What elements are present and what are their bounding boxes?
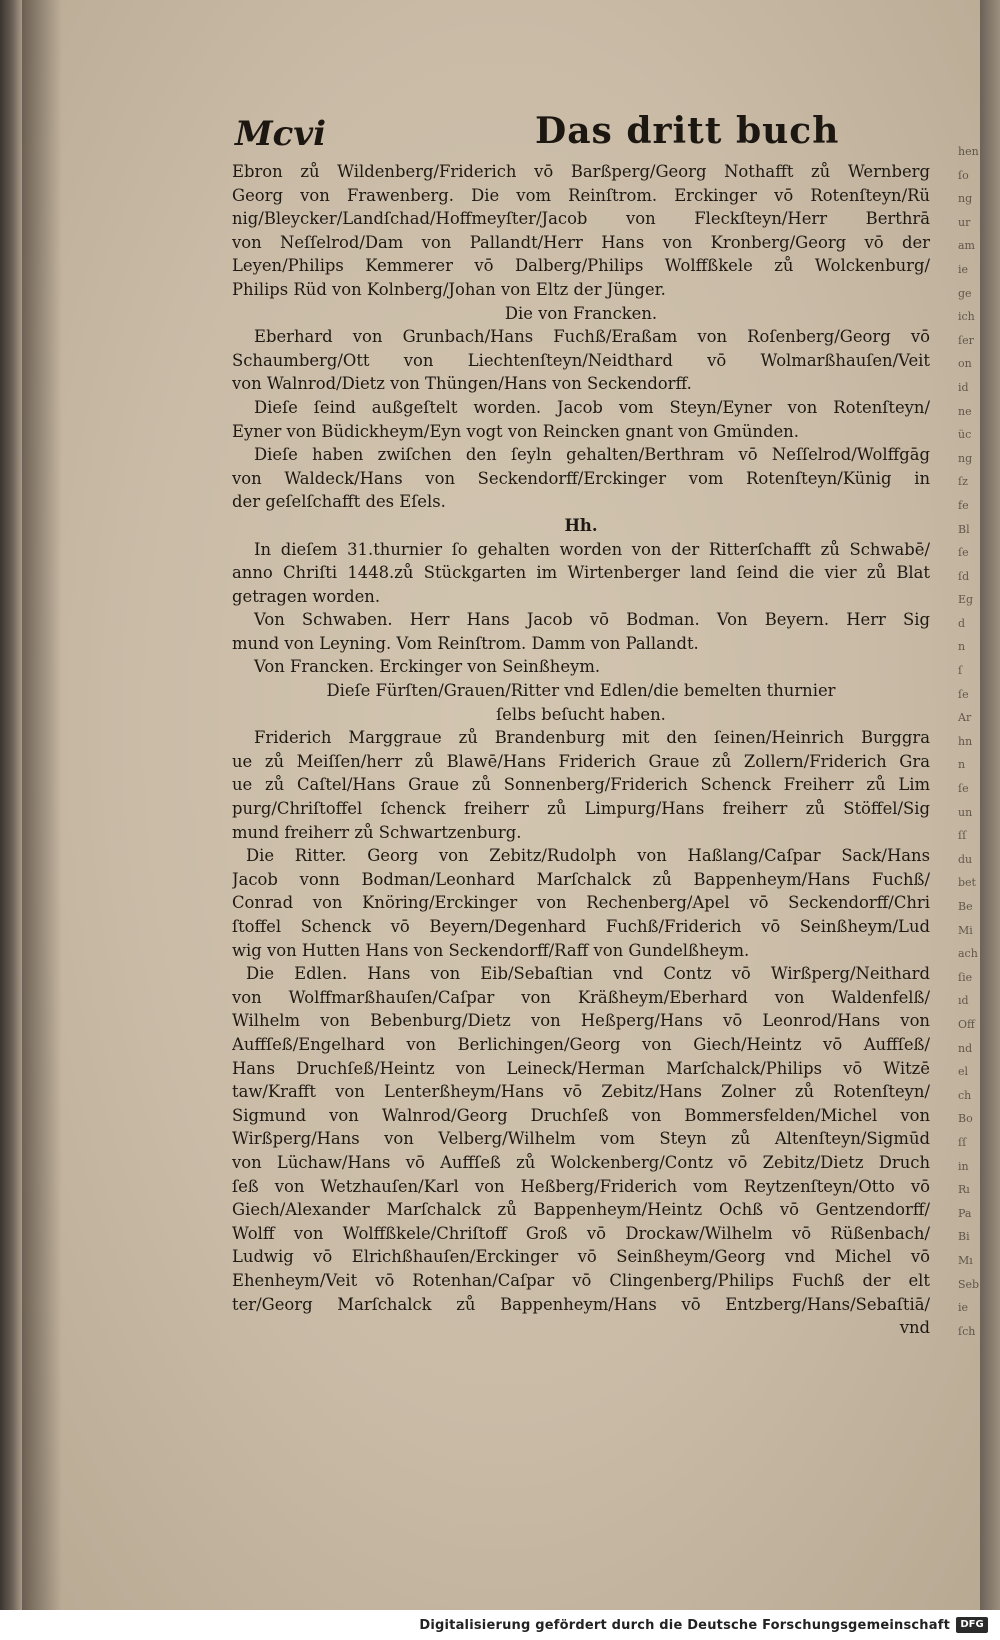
adjacent-page-fragment: un — [958, 805, 973, 819]
adjacent-page-fragment: fe — [958, 498, 969, 512]
text-line: Wolff von Wolffßkele/Chriſtoff Groß vō Drockaw/Wilhelm vō Rüßenbach/ — [232, 1223, 930, 1243]
text-line: Dieſe haben zwiſchen den ſeyln gehalten/Berthram vō Neſſelrod/Wolffgāg — [254, 445, 930, 465]
adjacent-page-fragment: ur — [958, 215, 971, 229]
text-line: von Neſſelrod/Dam von Pallandt/Herr Hans von Kronberg/Georg vō der — [232, 232, 930, 252]
funding-notice: Digitalisierung gefördert durch die Deutsche Forschungsgemeinschaft — [419, 1618, 950, 1633]
text-line: Ludwig vō Elrichßhauſen/Erckinger vō Seinßheym/Georg vnd Michel vō — [232, 1247, 930, 1267]
spine-shadow — [22, 0, 62, 1610]
adjacent-page-fragment: on — [958, 357, 972, 371]
text-line: Conrad von Knöring/Erckinger von Rechenberg/Apel vō Seckendorff/Chri — [232, 893, 930, 913]
adjacent-page-fragment: Bl — [958, 522, 970, 536]
text-line: nig/Bleycker/Landſchad/Hoffmeyſter/Jacob von Fleckſteyn/Herr Berthrā — [232, 209, 930, 229]
adjacent-page-fragment: id — [958, 380, 969, 394]
text-line: Die Edlen. Hans von Eib/Sebaſtian vnd Contz vō Wirßperg/Neithard — [246, 964, 930, 984]
text-line: getragen worden. — [232, 586, 381, 606]
adjacent-page-fragment: ſſ — [958, 829, 967, 843]
adjacent-page-fragment: ne — [958, 404, 972, 418]
text-line: ter/Georg Marſchalck zů Bappenheym/Hans vō Entzberg/Hans/Sebaſtiā/ — [232, 1294, 930, 1314]
text-block — [232, 160, 930, 1340]
text-line: Eyner von Büdickheym/Eyn vogt von Reincken gnant von Gmünden. — [232, 421, 799, 441]
text-line: von Waldeck/Hans von Seckendorff/Erckinger vom Rotenſteyn/Künig in — [232, 468, 930, 488]
adjacent-page-fragment: ſo — [958, 168, 969, 182]
text-line: von Wolffmarßhauſen/Caſpar von Kräßheym/Eberhard von Waldenfelß/ — [232, 987, 930, 1007]
dfg-logo-icon: DFG — [956, 1617, 988, 1633]
text-line: Philips Rüd von Kolnberg/Johan von Eltz der Jünger. — [232, 279, 666, 299]
adjacent-page-fragment: d — [958, 616, 966, 630]
text-line: Eberhard von Grunbach/Hans Fuchß/Eraßam von Roſenberg/Georg vō — [254, 327, 930, 347]
adjacent-page-fragment: Bo — [958, 1112, 973, 1126]
adjacent-page-fragment: ge — [958, 286, 972, 300]
adjacent-page-fragment: ſe — [958, 687, 969, 701]
adjacent-page-fragment: du — [958, 852, 973, 866]
text-line: Jacob vonn Bodman/Leonhard Marſchalck zů Bappenheym/Hans Fuchß/ — [232, 869, 930, 889]
adjacent-page-fragment: n — [958, 640, 966, 654]
adjacent-page-fragment: el — [958, 1065, 969, 1079]
adjacent-page-fragment: Seb — [958, 1277, 980, 1291]
text-line: taw/Krafft von Lenterßheym/Hans vō Zebitz/Hans Zolner zů Rotenſteyn/ — [232, 1082, 930, 1102]
text-line: Die Ritter. Georg von Zebitz/Rudolph von Haßlang/Caſpar Sack/Hans — [246, 846, 930, 866]
text-line: ſeß von Wetzhauſen/Karl von Heßberg/Friderich vom Reytzenſteyn/Otto vō — [232, 1176, 930, 1196]
adjacent-page-fragment: Off — [958, 1017, 975, 1031]
text-line: Leyen/Philips Kemmerer vō Dalberg/Philips Wolffßkele zů Wolckenburg/ — [232, 256, 930, 276]
adjacent-page-fragment: ſe — [958, 546, 969, 560]
text-line: Georg von Frawenberg. Die vom Reinſtrom. Erckinger vō Rotenſteyn/Rü — [232, 185, 930, 205]
text-line: ue zů Meiſſen/herr zů Blawē/Hans Friderich Graue zů Zollern/Friderich Gra — [232, 751, 930, 771]
text-line: Dieſe ſeind außgeſtelt worden. Jacob vom Steyn/Eyner von Rotenſteyn/ — [254, 397, 930, 417]
adjacent-page-fragment: hen — [958, 145, 979, 158]
text-line: der geſelſchafft des Eſels. — [232, 492, 446, 512]
adjacent-page-fragment: Bi — [958, 1230, 970, 1244]
catchword: vnd — [899, 1318, 930, 1338]
text-line: Von Francken. Erckinger von Seinßheym. — [254, 657, 601, 677]
text-line: purg/Chriſtoffel ſchenck freiherr zů Limpurg/Hans freiherr zů Stöffel/Sig — [232, 799, 930, 819]
section-heading: ſelbs beſucht haben. — [496, 704, 666, 724]
adjacent-page-fragment: ng — [958, 192, 973, 206]
adjacent-page-fragment: ſ — [958, 664, 963, 678]
adjacent-page-fragment: Ar — [958, 711, 972, 725]
text-line: anno Chriſti 1448.zů Stückgarten im Wirtenberger land ſeind die vier zů Blat — [232, 563, 930, 583]
text-line: Sigmund von Walnrod/Georg Druchſeß von Bommersfelden/Michel von — [232, 1105, 930, 1125]
text-line: wig von Hutten Hans von Seckendorff/Raff von Gundelßheym. — [232, 940, 750, 960]
text-line: Schaumberg/Ott von Liechtenſteyn/Neidthard vō Wolmarßhauſen/Veit — [232, 350, 930, 370]
adjacent-page-edge — [980, 0, 1000, 1610]
adjacent-page-fragment: ſe — [958, 782, 969, 796]
adjacent-page-fragment: Be — [958, 900, 973, 913]
text-line: Giech/Alexander Marſchalck zů Bappenheym/Heintz Ochß vō Gentzendorff/ — [232, 1200, 930, 1220]
adjacent-page-fragment: ſer — [958, 333, 974, 347]
text-line: Hans Druchſeß/Heintz von Leineck/Herman Marſchalck/Philips vō Witzē — [232, 1058, 930, 1078]
section-heading: Dieſe Fürſten/Grauen/Ritter vnd Edlen/die bemelten thurnier — [326, 681, 836, 701]
adjacent-page-fragment: in — [958, 1159, 969, 1173]
text-line: Friderich Marggraue zů Brandenburg mit den ſeinen/Heinrich Burggra — [254, 728, 930, 748]
signature-mark: Hh. — [564, 515, 598, 535]
running-title: Das dritt buch — [535, 110, 840, 152]
adjacent-page-fragment: ſſ — [958, 1135, 967, 1149]
digitization-footer — [0, 1610, 1000, 1640]
adjacent-page-fragment: ach — [958, 947, 978, 961]
text-line: Wilhelm von Bebenburg/Dietz von Heßperg/Hans vō Leonrod/Hans von — [232, 1011, 930, 1031]
adjacent-page-fragment: ſz — [958, 475, 968, 489]
adjacent-page-fragment: Eg — [958, 593, 974, 607]
page-header — [235, 110, 935, 160]
text-line: ue zů Caſtel/Hans Graue zů Sonnenberg/Friderich Schenck Freiherr zů Lim — [232, 775, 930, 795]
text-line: Wirßperg/Hans von Velberg/Wilhelm vom Steyn zů Altenſteyn/Sigmūd — [232, 1129, 930, 1149]
adjacent-page-fragment: ie — [958, 262, 969, 276]
adjacent-page-fragment: Mı — [958, 1253, 973, 1267]
adjacent-page-fragment: ich — [958, 310, 975, 324]
adjacent-page-fragment: ch — [958, 1088, 972, 1102]
adjacent-page-fragment: ſie — [958, 970, 973, 984]
adjacent-page-fragment: Pa — [958, 1206, 972, 1220]
adjacent-page-fragment: nd — [958, 1041, 973, 1055]
adjacent-page-fragment: n — [958, 758, 966, 772]
adjacent-page-fragment: bet — [958, 876, 976, 890]
text-line: mund von Leyning. Vom Reinſtrom. Damm von Pallandt. — [232, 633, 699, 653]
text-line: Auffſeß/Engelhard von Berlichingen/Georg von Giech/Heintz vō Auffſeß/ — [232, 1034, 930, 1054]
text-line: von Lüchaw/Hans vō Auffſeß zů Wolckenberg/Contz vō Zebitz/Dietz Druch — [232, 1152, 930, 1172]
section-heading: Die von Francken. — [504, 303, 658, 323]
adjacent-page-fragment: Rı — [958, 1183, 970, 1197]
adjacent-page-text — [958, 140, 980, 1440]
text-line: In dieſem 31.thurnier ſo gehalten worden von der Ritterſchafft zů Schwabē/ — [254, 539, 930, 559]
adjacent-page-fragment: hn — [958, 734, 973, 748]
adjacent-page-fragment: ıd — [958, 994, 969, 1008]
text-line: ſtoffel Schenck vō Beyern/Degenhard Fuchß/Friderich vō Seinßheym/Lud — [232, 917, 930, 936]
adjacent-page-fragment: üc — [958, 428, 972, 442]
adjacent-page-fragment: ng — [958, 451, 973, 465]
adjacent-page-fragment: ſd — [958, 569, 970, 583]
adjacent-page-fragment: ie — [958, 1301, 969, 1315]
folio-number: Mcvi — [235, 114, 327, 154]
adjacent-page-fragment: am — [958, 239, 975, 253]
text-line: von Walnrod/Dietz von Thüngen/Hans von Seckendorff. — [232, 374, 692, 394]
text-line: mund freiherr zů Schwartzenburg. — [232, 822, 522, 842]
adjacent-page-fragment: ſch — [958, 1324, 976, 1338]
adjacent-page-fragment: Mi — [958, 923, 973, 937]
text-line: Von Schwaben. Herr Hans Jacob vō Bodman. Von Beyern. Herr Sig — [254, 610, 930, 630]
text-line: Ebron zů Wildenberg/Friderich vō Barßperg/Georg Nothafft zů Wernberg — [232, 162, 930, 181]
text-line: Ehenheym/Veit vō Rotenhan/Caſpar vō Clingenberg/Philips Fuchß der elt — [232, 1270, 930, 1290]
